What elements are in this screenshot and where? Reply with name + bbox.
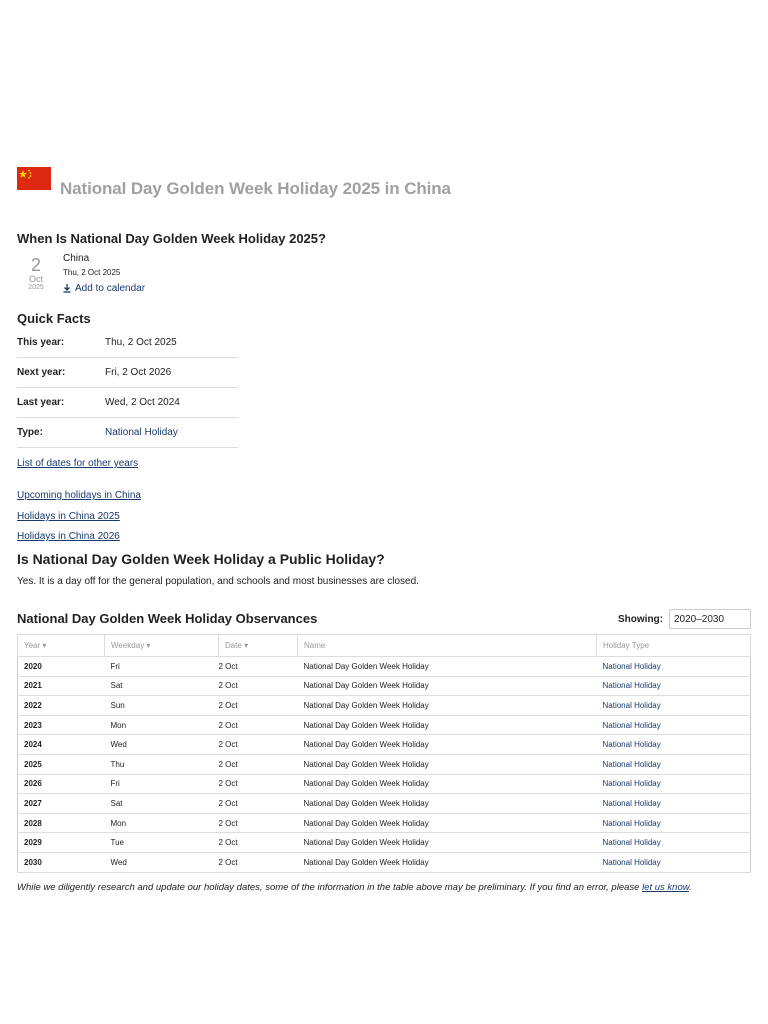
cell-holiday-type[interactable]: National Holiday (597, 754, 751, 774)
fact-row (17, 388, 238, 418)
cell-holiday-type[interactable]: National Holiday (597, 833, 751, 853)
fact-key: This year: (17, 328, 105, 358)
cell-date: 2 Oct (219, 794, 298, 814)
column-header-name: Name (298, 635, 597, 657)
cell-year: 2025 (18, 754, 105, 774)
cell-weekday: Sat (105, 794, 219, 814)
fact-row (17, 418, 238, 448)
cell-weekday: Wed (105, 852, 219, 872)
cell-weekday: Fri (105, 774, 219, 794)
cell-weekday: Wed (105, 735, 219, 755)
fact-key: Next year: (17, 358, 105, 388)
cell-year: 2027 (18, 794, 105, 814)
table-row (18, 696, 751, 716)
date-badge-day: 2 (30, 255, 41, 275)
cell-name: National Day Golden Week Holiday (298, 715, 597, 735)
cell-weekday: Thu (105, 754, 219, 774)
cell-holiday-type[interactable]: National Holiday (597, 774, 751, 794)
fact-key: Type: (17, 418, 105, 448)
cell-name: National Day Golden Week Holiday (298, 794, 597, 814)
column-header-date[interactable]: Date ▾ (219, 635, 298, 657)
cell-weekday: Mon (105, 715, 219, 735)
cell-name: National Day Golden Week Holiday (298, 813, 597, 833)
cell-date: 2 Oct (219, 833, 298, 853)
cell-date: 2 Oct (219, 657, 298, 677)
cell-holiday-type[interactable]: National Holiday (597, 657, 751, 677)
table-row (18, 794, 751, 814)
table-row (18, 852, 751, 872)
table-row (18, 833, 751, 853)
cell-name: National Day Golden Week Holiday (298, 774, 597, 794)
cell-date: 2 Oct (219, 715, 298, 735)
disclaimer-text: While we diligently research and update our holiday dates, some of the information in the table above may be preliminary. If you find an error, please (17, 882, 643, 893)
cell-holiday-type[interactable]: National Holiday (597, 813, 751, 833)
cell-date: 2 Oct (219, 774, 298, 794)
cell-year: 2026 (18, 774, 105, 794)
cell-year: 2022 (18, 696, 105, 716)
column-header-year[interactable]: Year ▾ (18, 635, 105, 657)
cell-name: National Day Golden Week Holiday (298, 754, 597, 774)
download-icon (63, 284, 71, 293)
when-date: Thu, 2 Oct 2025 (63, 268, 121, 277)
title-row (17, 167, 451, 199)
add-to-calendar-label: Add to calendar (75, 283, 146, 294)
cell-year: 2021 (18, 676, 105, 696)
showing-label: Showing: (618, 613, 663, 625)
other-years-link[interactable]: List of dates for other years (17, 458, 139, 469)
cell-weekday: Fri (105, 657, 219, 677)
observances-table (17, 634, 751, 873)
cell-weekday: Tue (105, 833, 219, 853)
table-row (18, 774, 751, 794)
fact-value: Fri, 2 Oct 2026 (105, 358, 238, 388)
upcoming-holidays-link[interactable]: Upcoming holidays in China (17, 490, 141, 501)
quick-facts-heading: Quick Facts (17, 311, 91, 326)
cell-name: National Day Golden Week Holiday (298, 833, 597, 853)
cell-date: 2 Oct (219, 754, 298, 774)
cell-holiday-type[interactable]: National Holiday (597, 676, 751, 696)
showing-filter (618, 609, 751, 629)
disclaimer (17, 882, 757, 893)
cell-name: National Day Golden Week Holiday (298, 852, 597, 872)
cell-weekday: Mon (105, 813, 219, 833)
fact-row (17, 358, 238, 388)
table-row (18, 657, 751, 677)
cell-holiday-type[interactable]: National Holiday (597, 852, 751, 872)
page-title: National Day Golden Week Holiday 2025 in China (60, 179, 451, 198)
cell-weekday: Sat (105, 676, 219, 696)
public-holiday-heading: Is National Day Golden Week Holiday a Public Holiday? (17, 551, 385, 567)
fact-row (17, 328, 238, 358)
cell-year: 2020 (18, 657, 105, 677)
holidays-2025-link[interactable]: Holidays in China 2025 (17, 511, 120, 522)
china-flag-icon (17, 167, 51, 190)
observances-heading: National Day Golden Week Holiday Observances (17, 611, 318, 626)
date-badge-year: 2025 (28, 284, 44, 291)
column-header-holiday-type: Holiday Type (597, 635, 751, 657)
date-badge-month: Oct (28, 274, 43, 284)
table-row (18, 754, 751, 774)
cell-name: National Day Golden Week Holiday (298, 657, 597, 677)
table-row (18, 735, 751, 755)
cell-date: 2 Oct (219, 813, 298, 833)
cell-date: 2 Oct (219, 696, 298, 716)
table-row (18, 676, 751, 696)
column-header-weekday[interactable]: Weekday ▾ (105, 635, 219, 657)
holiday-type-link[interactable]: National Holiday (105, 427, 178, 438)
cell-name: National Day Golden Week Holiday (298, 735, 597, 755)
cell-holiday-type[interactable]: National Holiday (597, 696, 751, 716)
date-badge (17, 256, 55, 292)
add-to-calendar-link[interactable] (63, 283, 145, 294)
when-country: China (63, 253, 90, 264)
quick-facts-table (17, 328, 238, 448)
cell-holiday-type[interactable]: National Holiday (597, 735, 751, 755)
year-range-select[interactable]: 2020–2030 (669, 609, 751, 629)
table-row (18, 813, 751, 833)
cell-holiday-type[interactable]: National Holiday (597, 715, 751, 735)
table-row (18, 715, 751, 735)
holidays-2026-link[interactable]: Holidays in China 2026 (17, 531, 120, 542)
public-holiday-text: Yes. It is a day off for the general population, and schools and most businesses are closed. (17, 576, 419, 587)
cell-year: 2029 (18, 833, 105, 853)
cell-year: 2023 (18, 715, 105, 735)
table-header-row (18, 635, 751, 657)
cell-weekday: Sun (105, 696, 219, 716)
fact-value: Thu, 2 Oct 2025 (105, 328, 238, 358)
cell-date: 2 Oct (219, 676, 298, 696)
when-heading: When Is National Day Golden Week Holiday 2025? (17, 231, 326, 246)
cell-holiday-type[interactable]: National Holiday (597, 794, 751, 814)
cell-date: 2 Oct (219, 852, 298, 872)
cell-year: 2024 (18, 735, 105, 755)
fact-key: Last year: (17, 388, 105, 418)
cell-name: National Day Golden Week Holiday (298, 696, 597, 716)
cell-date: 2 Oct (219, 735, 298, 755)
let-us-know-link[interactable]: let us know (642, 882, 690, 893)
fact-value: Wed, 2 Oct 2024 (105, 388, 238, 418)
fact-value-type (105, 418, 238, 448)
cell-year: 2028 (18, 813, 105, 833)
cell-year: 2030 (18, 852, 105, 872)
disclaimer-end: . (689, 882, 692, 893)
when-info (63, 253, 145, 294)
cell-name: National Day Golden Week Holiday (298, 676, 597, 696)
